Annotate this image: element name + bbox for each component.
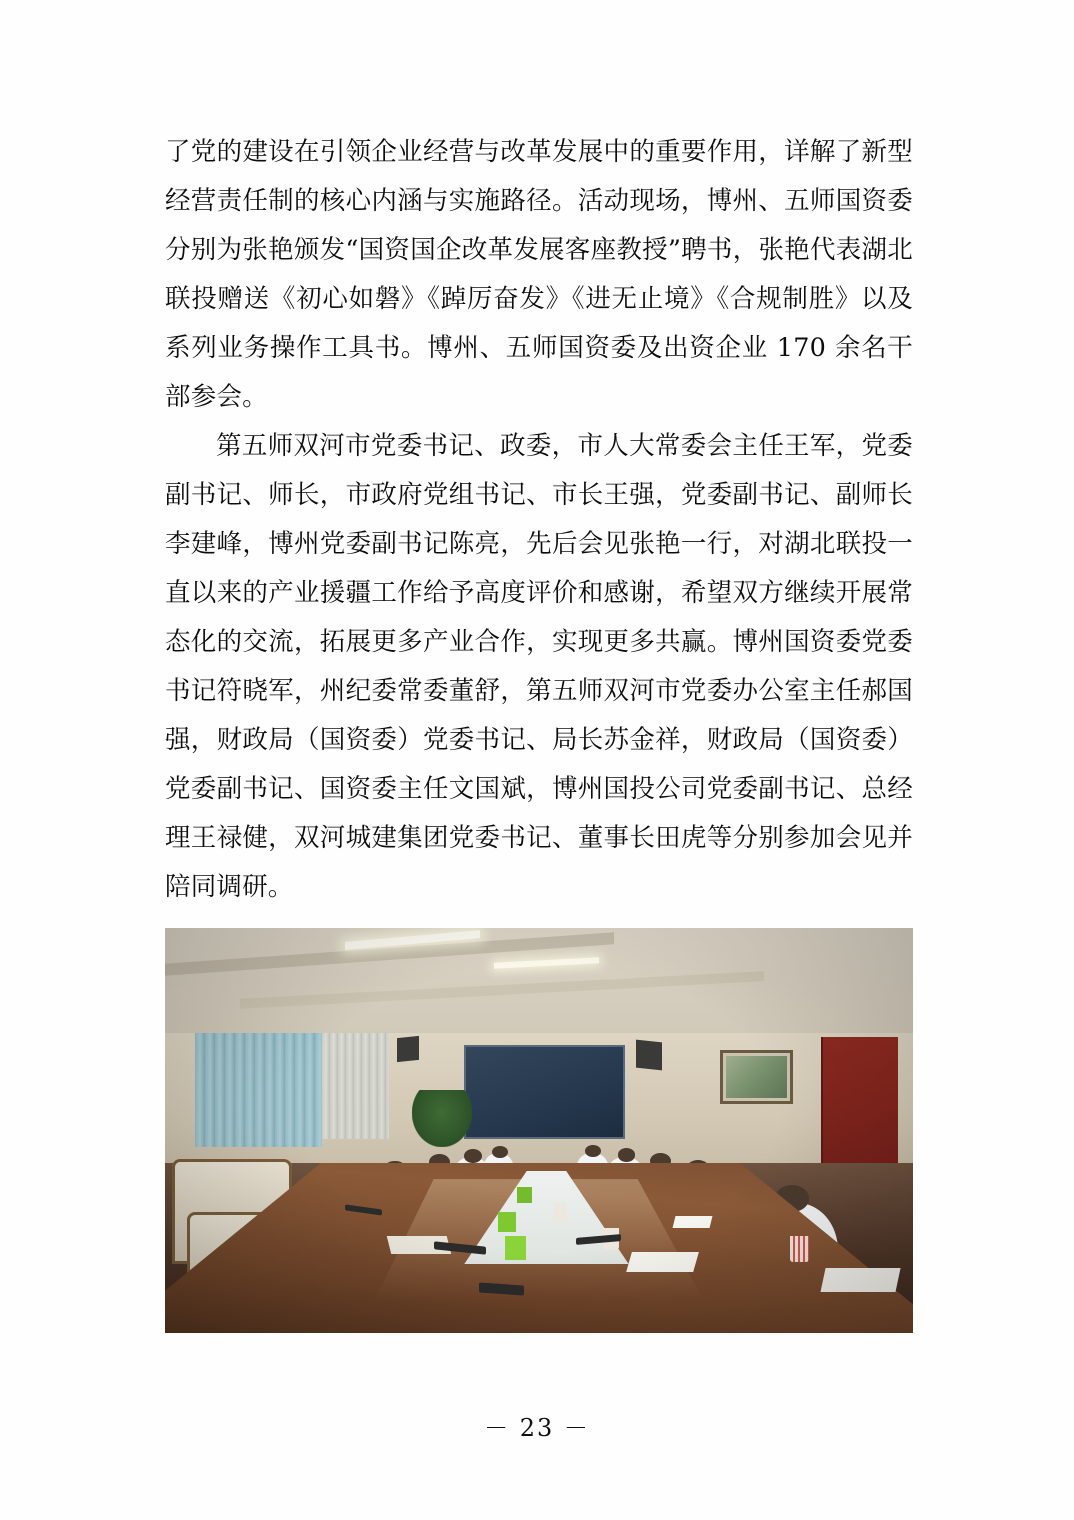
photo-vignette — [165, 928, 913, 1333]
paragraph-1: 了党的建设在引领企业经营与改革发展中的重要作用，详解了新型经营责任制的核心内涵与实施路径。活动现场，博州、五师国资委分别为张艳颁发“国资国企改革发展客座教授”聘书，张艳代表湖北联投赠送《初心如磐》《踔厉奋发》《进无止境》《合规制胜》以及系列业务操作工具书。博州、五师国资委及出资企业 170 余名干部参会。 — [165, 137, 913, 412]
meeting-photo — [165, 928, 913, 1333]
paragraph-2: 第五师双河市党委书记、政委，市人大常委会主任王军，党委副书记、师长，市政府党组书记、市长王强，党委副书记、副师长李建峰，博州党委副书记陈亮，先后会见张艳一行，对湖北联投一直以来的产业援疆工作给予高度评价和感谢，希望双方继续开展常态化的交流，拓展更多产业合作，实现更多共赢。博州国资委党委书记符晓军，州纪委常委董舒，第五师双河市党委办公室主任郝国强，财政局（国资委）党委书记、局长苏金祥，财政局（国资委）党委副书记、国资委主任文国斌，博州国投公司党委副书记、总经理王禄健，双河城建集团党委书记、董事长田虎等分别参加会见并陪同调研。 — [165, 431, 913, 902]
photo-scene — [165, 928, 913, 1333]
page-number: － 23 － — [484, 1414, 590, 1442]
body-text — [165, 128, 913, 912]
